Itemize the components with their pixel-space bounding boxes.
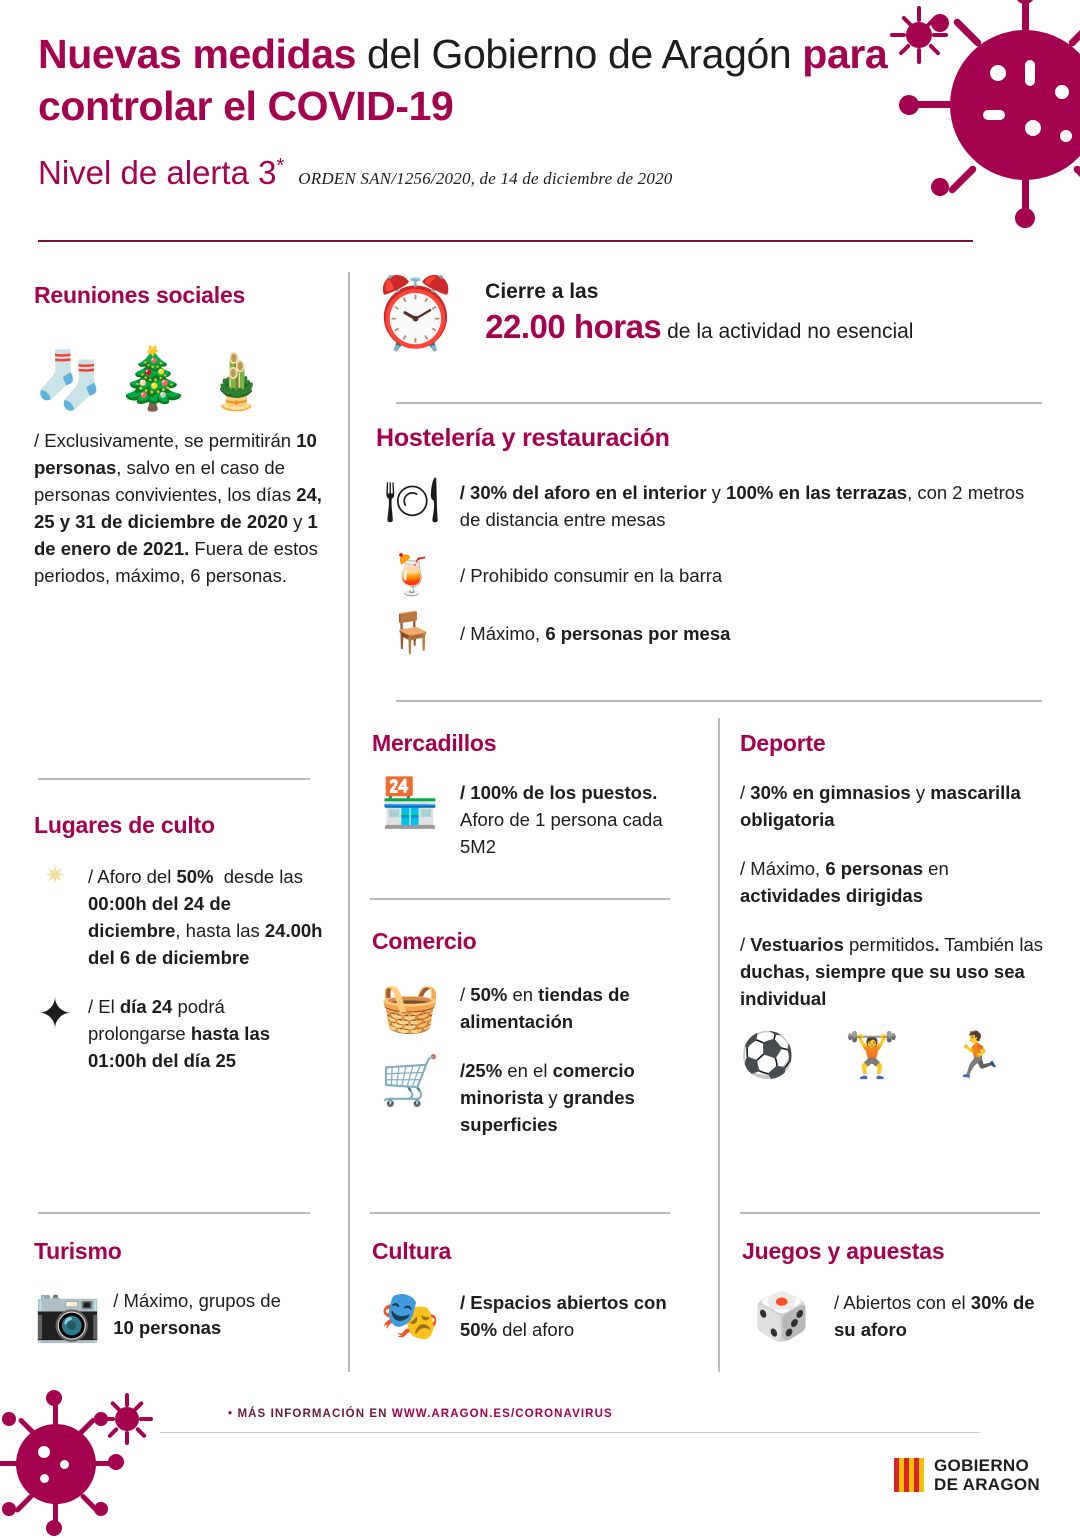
virus-graphic-footer-large [0,1398,120,1538]
juegos-item [742,1289,1052,1343]
divider-left-culto [38,1212,310,1214]
culto-item-2 [34,989,324,1074]
section-title-turismo: Turismo [34,1238,122,1264]
column-divider-left [348,272,350,1372]
comercio-item-2-text: /25% en el comercio minorista y grandes superficies [460,1060,635,1135]
divider-mercadillos-comercio [370,898,670,900]
title-highlight-1: Nuevas medidas [38,31,356,77]
section-title-reuniones: Reuniones sociales [34,282,246,308]
virus-graphic-large [905,0,1080,230]
food-basket-icon: 🧺 [380,980,440,1036]
mercadillos-text: / 100% de los puestos. Aforo de 1 persona cada 5M2 [460,782,663,857]
comercio-item-2 [372,1053,692,1138]
alarm-clock-icon: ⏰ [372,272,460,354]
section-mercadillos [372,730,682,860]
section-title-comercio: Comercio [372,928,477,954]
hosteleria-item-1 [376,475,1048,533]
market-stall-icon: 🏪 [380,775,440,831]
culto-item-2-text: / El día 24 podrá prolongarse hasta las 01:00h del día 25 [88,996,271,1071]
section-juegos [742,1238,1052,1343]
gov-logo-line2: DE ARAGON [934,1475,1040,1494]
divider-alarm-hosteleria [396,402,1042,404]
soccer-ball-icon: ⚽ [740,1030,795,1081]
shopping-cart-icon: 🛒 [380,1053,440,1109]
footer-divider [160,1432,980,1433]
closing-tail: de la actividad no esencial [661,320,914,343]
culto-item-1-text: / Aforo del 50% desde las 00:00h del 24 de diciembre, hasta las 24.00h del 6 de diciembre [88,866,323,968]
page-title [38,28,898,132]
section-reuniones-sociales [34,282,324,589]
christmas-tree-icon: 🎄 [115,344,191,414]
cultura-text: / Espacios abiertos con 50% del aforo [460,1292,667,1340]
header-divider [38,240,973,242]
virus-graphic-footer-small [100,1392,154,1446]
deporte-item-2-text: / Máximo, 6 personas en actividades dirigidas [740,858,949,906]
footer-bullet: • [228,1408,234,1420]
turismo-item [34,1282,324,1345]
footer-url[interactable]: WWW.ARAGON.ES/CORONAVIRUS [391,1408,613,1420]
order-reference: ORDEN SAN/1256/2020, de 14 de diciembre de 2020 [298,169,673,188]
christmas-bauble-icon: 🎍 [202,350,270,413]
virus-graphic-small-top [890,6,950,66]
hosteleria-item-3 [376,610,1048,656]
theatre-masks-icon: 🎭 [380,1288,440,1344]
deporte-item-1-text: / 30% en gimnasios y mascarilla obligatoria [740,782,1021,830]
light-ray-icon: ✷ [44,861,66,891]
divider-left-reuniones [38,778,310,780]
mercadillos-item [372,775,682,860]
hosteleria-item-1-text: / 30% del aforo en el interior y 100% en las terrazas, con 2 metros de distancia entre mesas [459,482,1025,530]
section-hosteleria [376,424,1048,656]
section-title-juegos: Juegos y apuestas [742,1238,945,1264]
section-title-deporte: Deporte [740,730,826,756]
section-title-mercadillos: Mercadillos [372,730,497,756]
section-comercio [372,928,692,1138]
closing-time-block [372,272,1042,354]
closing-line1: Cierre a las [485,280,599,303]
hosteleria-item-2-text: / Prohibido consumir en la barra [460,564,723,586]
gobierno-de-aragon-logo [894,1456,1040,1494]
comercio-item-1-text: / 50% en tiendas de alimentación [460,984,630,1032]
alert-level-label: Nivel de alerta 3 [38,154,277,191]
christmas-stocking-icon: 🧦 [34,348,104,413]
closing-time: 22.00 horas [485,308,662,345]
table-chairs-icon: 🪑 [387,610,437,656]
footer-more-info: MÁS INFORMACIÓN EN [237,1408,388,1420]
section-cultura [372,1238,692,1343]
footer-info [228,1408,613,1420]
section-title-culto: Lugares de culto [34,812,215,838]
deporte-item-3-text: / Vestuarios permitidos. También las duchas, siempre que su uso sea individual [740,934,1044,1009]
divider-hosteleria-bottom [396,700,1042,702]
dice-icon: 🎲 [753,1289,811,1343]
section-deporte [740,730,1050,1081]
alert-level [38,154,284,192]
section-lugares-culto [34,812,324,1074]
reuniones-text: / Exclusivamente, se permitirán 10 personas, salvo en el caso de personas convivientes, los días 24, 25 y 31 de diciembre de 2020 y 1 de enero de 2021. Fuera de estos periodos, máximo, 6 personas. [34,430,322,586]
gov-logo-line1: GOBIERNO [934,1456,1029,1475]
divider-deporte-juegos [740,1212,1040,1214]
cocktail-icon: 🍹 [387,552,437,598]
comercio-item-1 [372,981,692,1035]
weightlifting-icon: 🏋 [844,1030,900,1081]
star-sparkle-icon: ✦ [37,989,73,1038]
section-turismo [34,1238,324,1345]
alert-level-asterisk: * [276,155,285,177]
food-serving-tray-icon: 🍽 [383,475,440,526]
turismo-text: / Máximo, grupos de 10 personas [113,1290,281,1338]
juegos-text: / Abiertos con el 30% de su aforo [834,1292,1035,1340]
title-highlight-2: para controlar el COVID-19 [38,31,888,129]
section-title-cultura: Cultura [372,1238,452,1264]
cultura-item [372,1289,692,1343]
section-title-hosteleria: Hostelería y restauración [376,424,670,452]
divider-comercio-cultura [370,1212,670,1214]
hosteleria-item-2 [376,552,1048,598]
title-plain: del Gobierno de Aragón [356,31,803,77]
running-icon: 🏃 [949,1030,1005,1081]
page-header [38,28,898,192]
camera-icon: 📷 [34,1282,102,1345]
aragon-flag-icon [894,1458,924,1492]
hosteleria-item-3-text: / Máximo, 6 personas por mesa [460,622,731,644]
culto-item-1 [34,863,324,971]
column-divider-right [718,718,720,1372]
